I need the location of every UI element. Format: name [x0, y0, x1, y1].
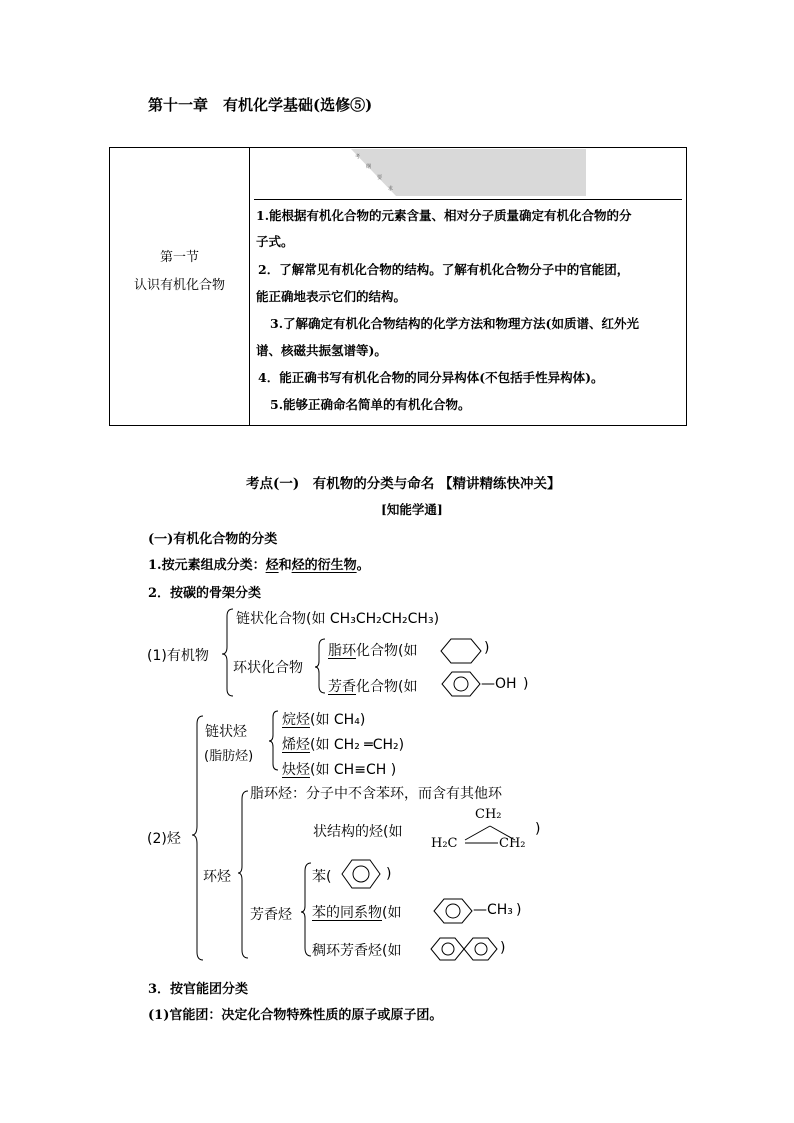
tree1-aromatic-close: ) [523, 676, 529, 692]
cyclopropane-top: CH₂ [475, 807, 502, 822]
tree2-alicyclic-line2: 状结构的烃(如 [313, 824, 403, 840]
tree2-chain-title: 链状烃 [205, 724, 247, 740]
tree2-fused-close: ) [500, 940, 506, 956]
tree2-alkane-u: 烷烃 [282, 712, 310, 728]
cyclopropane-left: H₂C [431, 836, 458, 851]
tree1-alicyclic-close: ) [484, 640, 490, 656]
banner-char-2: 纲 [366, 164, 372, 170]
requirement-line: 子式。 [256, 234, 294, 249]
item-by-skeleton: 2．按碳的骨架分类 [148, 586, 262, 601]
section-title: 认识有机化合物 [133, 278, 225, 293]
kaodian-subtitle: [知能学通] [381, 502, 443, 517]
tree2-homolog-u: 苯的同系物 [312, 905, 382, 921]
requirement-line: 3.了解确定有机化合物结构的化学方法和物理方法(如质谱、红外光 [270, 316, 639, 331]
chapter-title: 第十一章 有机化学基础(选修⑤) [148, 96, 373, 114]
tree2-homolog-close: ) [516, 902, 522, 918]
requirement-line: 5.能够正确命名简单的有机化合物。 [270, 397, 471, 412]
functional-group-definition: (1)官能团：决定化合物特殊性质的原子或原子团。 [148, 1008, 443, 1023]
tree2-alkyne-u: 炔烃 [282, 762, 310, 778]
tree1-aromatic [328, 676, 417, 696]
tree2-chain-sub: (脂肪烃) [204, 749, 254, 764]
requirement-line: 能正确地表示它们的结构。 [256, 289, 407, 304]
tree1-aromatic-u: 芳香 [328, 679, 356, 695]
tree2-root: (2)烃 [147, 831, 181, 847]
item-by-functional-group: 3．按官能团分类 [148, 982, 249, 997]
banner-char-1: 考 [355, 154, 361, 160]
tree1-aromatic-rest: 化合物(如 [356, 679, 418, 695]
tree2-ring-title: 环烃 [203, 869, 231, 885]
requirement-line: 2．了解常见有机化合物的结构。了解有机化合物分子中的官能团， [258, 262, 630, 277]
tree1-alicyclic-rest: 化合物(如 [356, 643, 418, 659]
section-number: 第一节 [159, 250, 199, 265]
tree2-ch3: —CH₃ [473, 902, 513, 918]
banner-char-4: 求 [388, 186, 394, 192]
cyclopropane-close: ) [535, 821, 541, 837]
item1-a: 烃 [265, 558, 279, 573]
tree2-alkene-u: 烯烃 [282, 737, 310, 753]
classification-heading: (一)有机化合物的分类 [148, 532, 278, 547]
banner-char-3: 要 [377, 175, 383, 181]
requirement-line: 1.能根据有机化合物的元素含量、相对分子质量确定有机化合物的分 [256, 208, 632, 223]
item1-mid: 和 [278, 558, 292, 573]
item1-end: 。 [356, 558, 370, 573]
tree2-alicyclic-line1: 脂环烃：分子中不含苯环，而含有其他环 [250, 786, 502, 802]
item1-prefix: 1.按元素组成分类： [148, 558, 266, 573]
tree2-alkyne [282, 759, 396, 779]
requirement-line: 谱、核磁共振氢谱等)。 [256, 343, 387, 358]
tree2-alkane-rest: (如 CH₄) [310, 712, 366, 728]
tree1-chain: 链状化合物(如 CH₃CH₂CH₂CH₃) [236, 611, 440, 627]
tree1-oh: —OH [481, 676, 517, 692]
tree2-alkane [282, 709, 365, 729]
cyclopropane-right: CH₂ [499, 836, 526, 851]
tree1-root: (1)有机物 [147, 648, 209, 664]
tree2-benzene: 苯( [312, 869, 332, 885]
tree2-alkene [282, 734, 404, 754]
tree2-homolog-rest: (如 [382, 905, 402, 921]
tree2-benzene-close: ) [386, 866, 392, 882]
tree1-ring: 环状化合物 [233, 660, 303, 676]
requirement-line: 4．能正确书写有机化合物的同分异构体(不包括手性异构体)。 [258, 370, 604, 385]
tree2-homolog [312, 902, 401, 922]
tree2-alkyne-rest: (如 CH≡CH ) [310, 762, 397, 778]
tree2-fused: 稠环芳香烃(如 [312, 943, 402, 959]
tree2-aromatic-title: 芳香烃 [250, 907, 292, 923]
kaodian-title: 考点(一) 有机物的分类与命名 【精讲精练快冲关】 [246, 476, 561, 492]
item1-b: 烃的衍生物 [291, 558, 357, 573]
tree2-alkene-rest: (如 CH₂ ═CH₂) [310, 737, 405, 753]
tree1-alicyclic [328, 640, 417, 660]
tree1-alicyclic-u: 脂环 [328, 643, 356, 659]
